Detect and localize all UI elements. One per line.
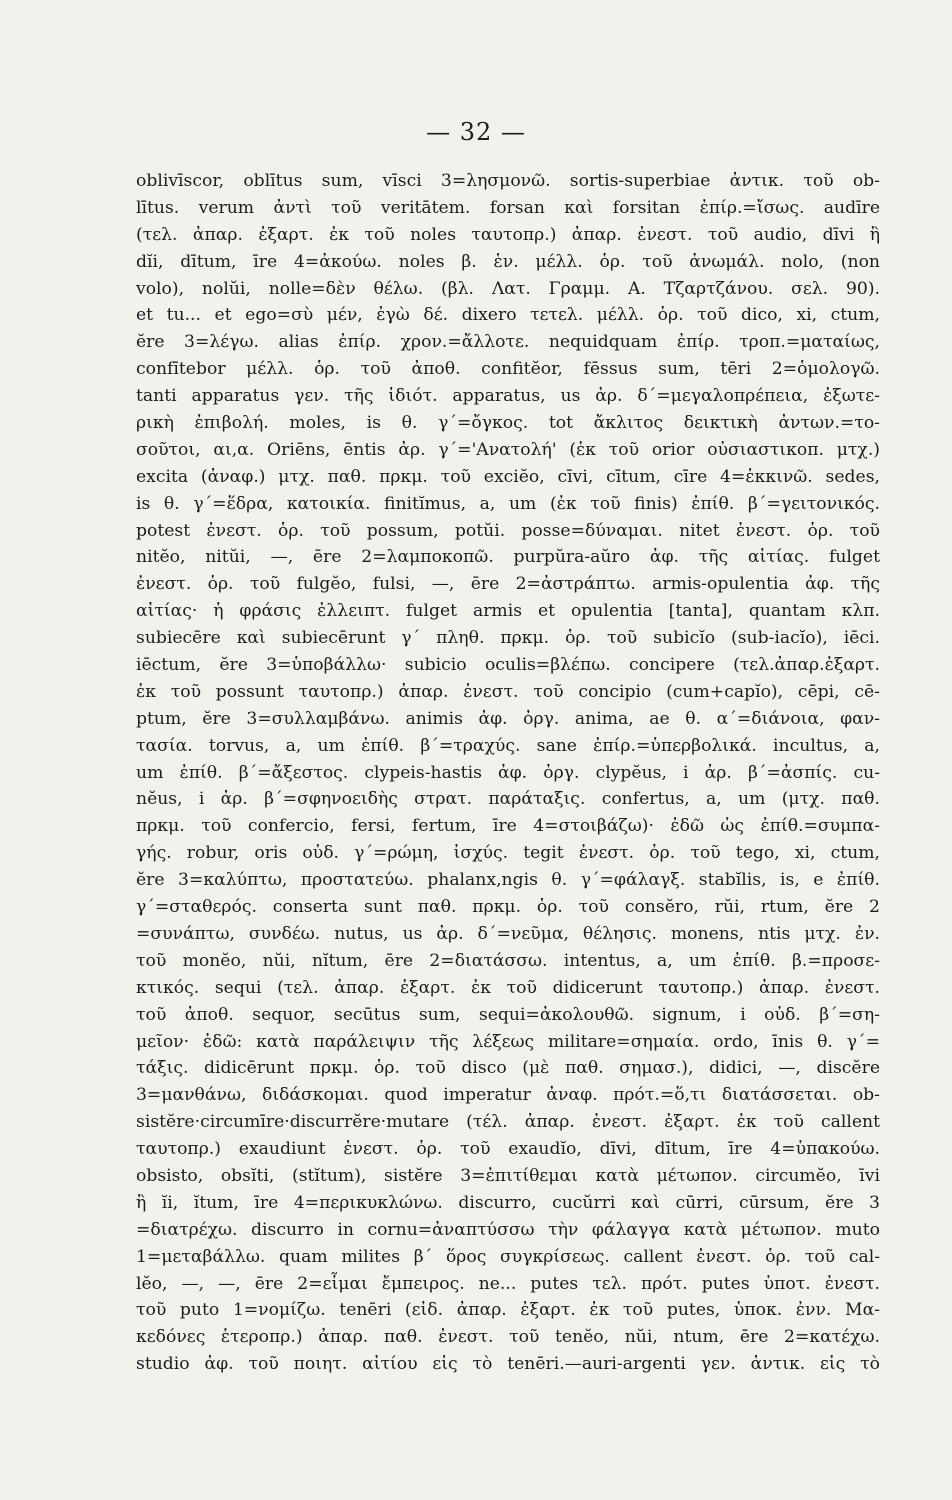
text-line: nitĕo, nitŭi, —, ēre 2=λαμποκοπῶ. purpŭra-aŭro ἀφ. τῆς αἰτίας. fulget xyxy=(136,547,880,568)
text-line: (τελ. ἀπαρ. ἐξαρτ. ἐκ τοῦ noles ταυτοπρ.) ἀπαρ. ἐνεστ. τοῦ audio, dīvi ἢ xyxy=(136,224,880,245)
text-line: studio ἀφ. τοῦ ποιητ. αἰτίου εἰς τὸ tenēri.—auri-argenti γεν. ἀντικ. εἰς τὸ xyxy=(136,1354,880,1375)
text-line: obsisto, obsĭti, (stĭtum), sistĕre 3=ἐπιτίθεμαι κατὰ μέτωπον. circumĕo, īvi xyxy=(136,1165,880,1186)
text-line: 3=μανθάνω, διδάσκομαι. quod imperatur ἀναφ. πρότ.=ὅ,τι διατάσσεται. ob- xyxy=(136,1085,880,1106)
text-line: confītebor μέλλ. ὁρ. τοῦ ἀποθ. confitĕor, fēssus sum, tēri 2=ὁμολογῶ. xyxy=(136,359,880,380)
text-line: ἢ ĭi, ĭtum, īre 4=περικυκλώνω. discurro, cucŭrri καὶ cūrri, cūrsum, ĕre 3 xyxy=(136,1192,880,1213)
text-line: τάξις. didicērunt πρκμ. ὁρ. τοῦ disco (μὲ παθ. σημασ.), didici, —, discĕre xyxy=(136,1058,880,1079)
text-line: et tu... et ego=σὺ μέν, ἐγὼ δέ. dixero τετελ. μέλλ. ὁρ. τοῦ dico, xi, ctum, xyxy=(136,305,880,326)
text-line: ρικὴ ἐπιβολή. moles, is θ. γ΄=ὄγκος. tot ἄκλιτος δεικτικὴ ἀντων.=το- xyxy=(136,413,880,434)
text-line: dĭi, dītum, īre 4=ἀκούω. noles β. ἑν. μέλλ. ὁρ. τοῦ ἀνωμάλ. nolo, (non xyxy=(136,251,880,272)
text-block xyxy=(136,168,880,1378)
text-line: iēctum, ĕre 3=ὑποβάλλω· subicio oculis=βλέπω. concipere (τελ.ἀπαρ.ἐξαρτ. xyxy=(136,655,880,676)
text-line: lītus. verum ἀντὶ τοῦ veritātem. forsan καὶ forsitan ἐπίρ.=ἴσως. audīre xyxy=(136,197,880,218)
text-line: excita (ἀναφ.) μτχ. παθ. πρκμ. τοῦ exciĕo, cīvi, cītum, cīre 4=ἐκκινῶ. sedes, xyxy=(136,466,880,487)
text-line: oblivīscor, oblītus sum, vīsci 3=λησμονῶ. sortis-superbiae ἀντικ. τοῦ ob- xyxy=(136,171,880,191)
text-line: τοῦ monĕo, nŭi, nĭtum, ēre 2=διατάσσω. intentus, a, um ἐπίθ. β.=προσε- xyxy=(136,950,880,971)
text-line: ptum, ĕre 3=συλλαμβάνω. animis ἀφ. ὀργ. anima, ae θ. α΄=διάνοια, φαν- xyxy=(136,708,880,729)
text-line: κεδόνες ἑτεροπρ.) ἀπαρ. παθ. ἐνεστ. τοῦ tenĕo, nŭi, ntum, ēre 2=κατέχω. xyxy=(136,1327,880,1348)
text-line: πρκμ. τοῦ confercio, fersi, fertum, īre 4=στοιβάζω)· ἐδῶ ὡς ἐπίθ.=συμπα- xyxy=(136,816,880,837)
text-line: αἰτίας· ἡ φράσις ἐλλειπτ. fulget armis et opulentia [tanta], quantam κλπ. xyxy=(136,601,880,622)
text-line: 1=μεταβάλλω. quam milites β΄ ὅρος συγκρίσεως. callent ἐνεστ. ὁρ. τοῦ cal- xyxy=(136,1246,880,1267)
text-line: τοῦ puto 1=νομίζω. tenēri (εἰδ. ἀπαρ. ἐξαρτ. ἐκ τοῦ putes, ὑποκ. ἐνν. Μα- xyxy=(136,1300,880,1321)
text-line: ταυτοπρ.) exaudiunt ἐνεστ. ὁρ. τοῦ exaudĭo, dīvi, dītum, īre 4=ὑπακούω. xyxy=(136,1139,880,1160)
text-line: σοῦτοι, αι,α. Oriēns, ēntis ἀρ. γ΄='Ανατολή' (ἐκ τοῦ orior οὐσιαστικοπ. μτχ.) xyxy=(136,439,880,460)
text-line: volo), nolŭi, nolle=δὲν θέλω. (βλ. Λατ. Γραμμ. Α. Τζαρτζάνου. σελ. 90). xyxy=(136,278,880,299)
text-line: ἐκ τοῦ possunt ταυτοπρ.) ἀπαρ. ἐνεστ. τοῦ concipio (cum+capĭo), cēpi, cē- xyxy=(136,681,880,702)
text-line: potest ἐνεστ. ὁρ. τοῦ possum, potŭi. posse=δύναμαι. nitet ἐνεστ. ὁρ. τοῦ xyxy=(136,520,880,541)
text-line: μεῖον· ἐδῶ: κατὰ παράλειψιν τῆς λέξεως militare=σημαία. ordo, īnis θ. γ΄= xyxy=(136,1031,880,1052)
text-line: τασία. torvus, a, um ἐπίθ. β΄=τραχύς. sane ἐπίρ.=ὑπερβολικά. incultus, a, xyxy=(136,735,880,756)
text-line: γής. robur, oris οὐδ. γ΄=ρώμη, ἰσχύς. tegit ἐνεστ. ὁρ. τοῦ tego, xi, ctum, xyxy=(136,843,880,864)
text-line: τοῦ ἀποθ. sequor, secūtus sum, sequi=ἀκολουθῶ. signum, i οὐδ. β΄=ση- xyxy=(136,1004,880,1025)
text-line: lĕo, —, —, ēre 2=εἶμαι ἔμπειρος. ne... putes τελ. πρότ. putes ὑποτ. ἐνεστ. xyxy=(136,1273,880,1294)
text-line: sistĕre·circumīre·discurrĕre·mutare (τέλ. ἀπαρ. ἐνεστ. ἐξαρτ. ἐκ τοῦ callent xyxy=(136,1112,880,1133)
text-line: subiecēre καὶ subiecērunt γ΄ πληθ. πρκμ. ὁρ. τοῦ subicĭo (sub-iacĭo), iēci. xyxy=(136,628,880,649)
text-line: ἐνεστ. ὁρ. τοῦ fulgĕo, fulsi, —, ēre 2=ἀστράπτω. armis-opulentia ἀφ. τῆς xyxy=(136,574,880,595)
text-line: =συνάπτω, συνδέω. nutus, us ἀρ. δ΄=νεῦμα, θέλησις. monens, ntis μτχ. ἐν. xyxy=(136,923,880,944)
text-line: tanti apparatus γεν. τῆς ἰδιότ. apparatus, us ἀρ. δ΄=μεγαλοπρέπεια, ἐξωτε- xyxy=(136,386,880,407)
text-line: =διατρέχω. discurro in cornu=ἀναπτύσσω τὴν φάλαγγα κατὰ μέτωπον. muto xyxy=(136,1219,880,1240)
text-line: um ἐπίθ. β΄=ἄξεστος. clypeis-hastis ἀφ. ὀργ. clypĕus, i ἀρ. β΄=ἀσπίς. cu- xyxy=(136,762,880,783)
text-line: ĕre 3=λέγω. alias ἐπίρ. χρον.=ἄλλοτε. nequidquam ἐπίρ. τροπ.=ματαίως, xyxy=(136,332,880,353)
text-line: nĕus, i ἀρ. β΄=σφηνοειδὴς στρατ. παράταξις. confertus, a, um (μτχ. παθ. xyxy=(136,789,880,810)
text-line: γ΄=σταθερός. conserta sunt παθ. πρκμ. ὁρ. τοῦ consĕro, rŭi, rtum, ĕre 2 xyxy=(136,897,880,918)
page-number: — 32 — xyxy=(426,118,526,146)
text-line: is θ. γ΄=ἕδρα, κατοικία. finitĭmus, a, um (ἐκ τοῦ finis) ἐπίθ. β΄=γειτονικός. xyxy=(136,493,880,514)
text-line: ĕre 3=καλύπτω, προστατεύω. phalanx,ngis θ. γ΄=φάλαγξ. stabĭlis, is, e ἐπίθ. xyxy=(136,870,880,891)
text-line: κτικός. sequi (τελ. ἀπαρ. ἐξαρτ. ἐκ τοῦ didicerunt ταυτοπρ.) ἀπαρ. ἐνεστ. xyxy=(136,977,880,998)
